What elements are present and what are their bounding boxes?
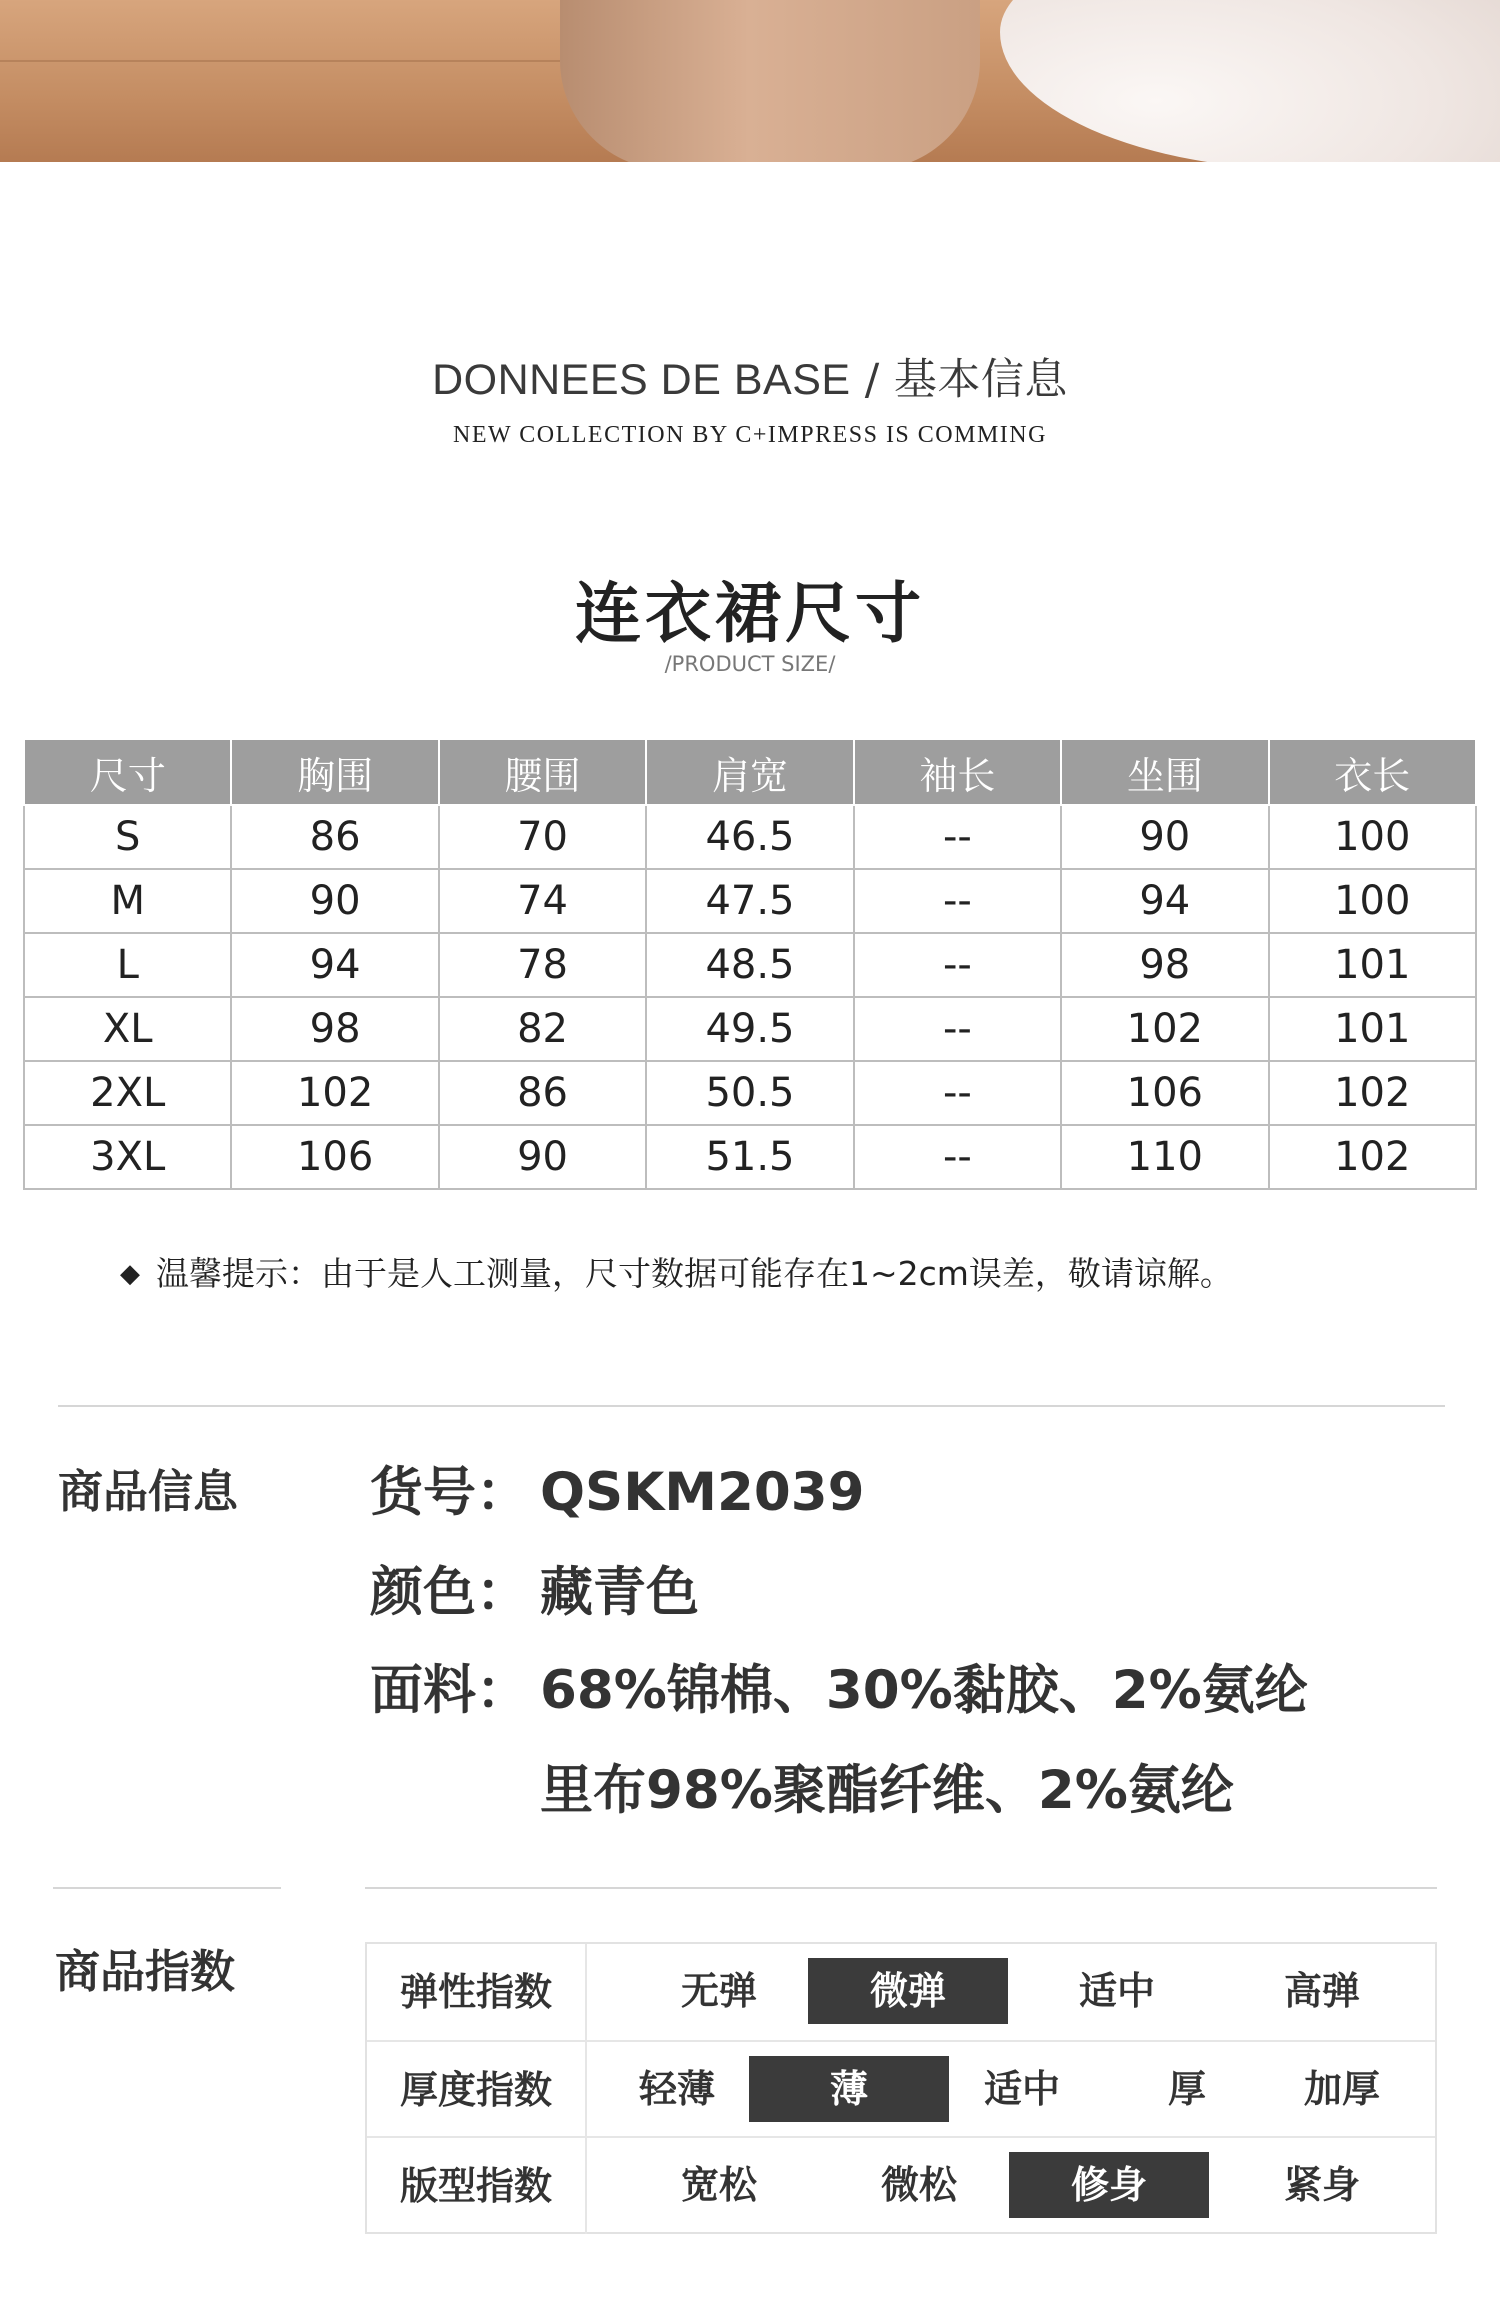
measurement-tip-text: 温馨提示：由于是人工测量，尺寸数据可能存在1~2cm误差，敬请谅解。 xyxy=(156,1254,1233,1293)
size-table-header-row xyxy=(24,739,1476,805)
cell-bust: 90 xyxy=(231,869,438,933)
header-hip: 坐围 xyxy=(1061,739,1268,805)
cell-shoulder: 46.5 xyxy=(646,805,853,869)
cell-length: 101 xyxy=(1269,997,1476,1061)
cell-hip: 94 xyxy=(1061,869,1268,933)
cell-hip: 98 xyxy=(1061,933,1268,997)
floor-texture xyxy=(0,60,560,62)
divider xyxy=(53,1887,281,1889)
diamond-bullet-icon: ◆ xyxy=(120,1259,140,1289)
thickness-option-medium: 适中 xyxy=(983,2067,1060,2111)
fabric-value-line1: 68%锦棉、30%黏胶、2%氨纶 xyxy=(540,1660,1308,1721)
cell-bust: 106 xyxy=(231,1125,438,1189)
cell-sleeve: -- xyxy=(854,1125,1061,1189)
header-length: 衣长 xyxy=(1269,739,1476,805)
product-photo-crop xyxy=(0,0,1500,162)
size-chart-title: 连衣裙尺寸 xyxy=(575,575,925,652)
cell-size: XL xyxy=(24,997,231,1061)
product-index-table xyxy=(365,1942,1437,2234)
header-size: 尺寸 xyxy=(24,739,231,805)
cell-size: M xyxy=(24,869,231,933)
cell-waist: 90 xyxy=(439,1125,646,1189)
cell-bust: 94 xyxy=(231,933,438,997)
header-shoulder: 肩宽 xyxy=(646,739,853,805)
thickness-index-name: 厚度指数 xyxy=(367,2042,587,2138)
cell-length: 100 xyxy=(1269,805,1476,869)
product-index-label: 商品指数 xyxy=(55,1945,236,1998)
measurement-tip xyxy=(120,1248,1233,1295)
cell-shoulder: 51.5 xyxy=(646,1125,853,1189)
divider xyxy=(58,1405,1445,1407)
basic-info-title-fr: DONNEES DE BASE xyxy=(432,356,851,404)
cell-shoulder: 48.5 xyxy=(646,933,853,997)
cell-shoulder: 47.5 xyxy=(646,869,853,933)
header-waist: 腰围 xyxy=(439,739,646,805)
cell-waist: 82 xyxy=(439,997,646,1061)
item-number-value: QSKM2039 xyxy=(540,1462,865,1523)
fit-option-slightly-loose: 微松 xyxy=(880,2163,957,2207)
cell-bust: 86 xyxy=(231,805,438,869)
cell-hip: 110 xyxy=(1061,1125,1268,1189)
cell-bust: 98 xyxy=(231,997,438,1061)
fabric-row xyxy=(370,1648,1308,1724)
cell-hip: 102 xyxy=(1061,997,1268,1061)
fabric-value-line2: 里布98%聚酯纤维、2%氨纶 xyxy=(540,1760,1234,1821)
thickness-index-row xyxy=(367,2040,1435,2138)
dress-fabric xyxy=(1000,0,1500,162)
cell-shoulder: 50.5 xyxy=(646,1061,853,1125)
cell-sleeve: -- xyxy=(854,997,1061,1061)
cell-hip: 106 xyxy=(1061,1061,1268,1125)
fabric-lining-row xyxy=(540,1748,1234,1824)
color-row xyxy=(370,1550,699,1626)
size-chart-subtitle: /PRODUCT SIZE/ xyxy=(664,652,836,676)
cell-size: S xyxy=(24,805,231,869)
divider xyxy=(365,1887,1437,1889)
item-number-key: 货号： xyxy=(370,1462,529,1523)
table-row xyxy=(24,1125,1476,1189)
cell-hip: 90 xyxy=(1061,805,1268,869)
elasticity-option-high: 高弹 xyxy=(1283,1969,1360,2013)
cell-length: 100 xyxy=(1269,869,1476,933)
cell-shoulder: 49.5 xyxy=(646,997,853,1061)
fit-option-slim: 修身 xyxy=(1009,2152,1209,2218)
color-key: 颜色： xyxy=(370,1562,529,1623)
cell-sleeve: -- xyxy=(854,805,1061,869)
cell-waist: 78 xyxy=(439,933,646,997)
cell-sleeve: -- xyxy=(854,869,1061,933)
table-row xyxy=(24,933,1476,997)
cell-waist: 70 xyxy=(439,805,646,869)
basic-info-title-cn: 基本信息 xyxy=(893,355,1068,405)
table-row xyxy=(24,869,1476,933)
cell-waist: 86 xyxy=(439,1061,646,1125)
elasticity-index-row xyxy=(367,1944,1435,2040)
size-table xyxy=(23,738,1477,1190)
cell-size: L xyxy=(24,933,231,997)
header-sleeve: 袖长 xyxy=(854,739,1061,805)
model-leg xyxy=(560,0,980,162)
cell-size: 3XL xyxy=(24,1125,231,1189)
basic-info-subtitle: NEW COLLECTION BY C+IMPRESS IS COMMING xyxy=(453,422,1047,448)
cell-waist: 74 xyxy=(439,869,646,933)
fabric-key: 面料： xyxy=(370,1660,529,1721)
color-value: 藏青色 xyxy=(540,1562,699,1623)
thickness-option-thin: 薄 xyxy=(749,2056,949,2122)
table-row xyxy=(24,1061,1476,1125)
fit-option-loose: 宽松 xyxy=(680,2163,757,2207)
cell-bust: 102 xyxy=(231,1061,438,1125)
table-row xyxy=(24,805,1476,869)
cell-size: 2XL xyxy=(24,1061,231,1125)
cell-length: 101 xyxy=(1269,933,1476,997)
thickness-option-extra-thick: 加厚 xyxy=(1303,2067,1380,2111)
fit-index-name: 版型指数 xyxy=(367,2138,587,2234)
thickness-option-thick: 厚 xyxy=(1167,2067,1206,2111)
elasticity-option-none: 无弹 xyxy=(680,1969,757,2013)
thickness-option-very-thin: 轻薄 xyxy=(638,2067,715,2111)
fit-option-tight: 紧身 xyxy=(1283,2163,1360,2207)
basic-info-title xyxy=(0,346,1500,407)
basic-info-title-separator: / xyxy=(850,355,894,405)
cell-sleeve: -- xyxy=(854,933,1061,997)
elasticity-option-medium: 适中 xyxy=(1078,1969,1155,2013)
cell-length: 102 xyxy=(1269,1061,1476,1125)
item-number-row xyxy=(370,1450,865,1526)
table-row xyxy=(24,997,1476,1061)
header-bust: 胸围 xyxy=(231,739,438,805)
elasticity-option-slight: 微弹 xyxy=(808,1958,1008,2024)
product-info-label: 商品信息 xyxy=(58,1465,239,1518)
fit-index-row xyxy=(367,2136,1435,2234)
cell-length: 102 xyxy=(1269,1125,1476,1189)
cell-sleeve: -- xyxy=(854,1061,1061,1125)
elasticity-index-name: 弹性指数 xyxy=(367,1944,587,2040)
